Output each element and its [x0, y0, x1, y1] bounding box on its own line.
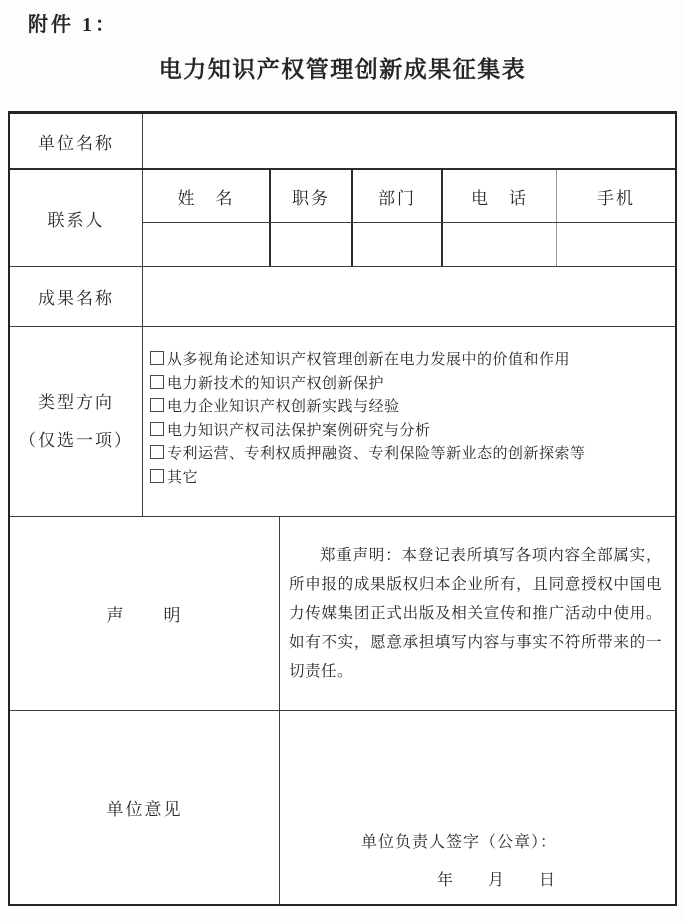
contact-input-department[interactable]	[353, 223, 443, 266]
option-item[interactable]	[150, 396, 669, 420]
unit-name-input-cell[interactable]	[143, 114, 675, 168]
checkbox-icon[interactable]	[150, 469, 164, 483]
form-table	[8, 111, 677, 906]
contact-row	[10, 168, 675, 266]
option-label: 专利运营、专利权质押融资、专利保险等新业态的创新探索等	[167, 446, 586, 462]
attachment-label: 附件 1：	[28, 14, 118, 36]
declaration-row	[10, 516, 675, 710]
type-direction-row	[10, 326, 675, 516]
unit-name-label: 单位名称	[10, 114, 143, 168]
checkbox-icon[interactable]	[150, 422, 164, 436]
signature-label: 单位负责人签字（公章）：	[361, 834, 558, 851]
achievement-name-label: 成果名称	[10, 267, 143, 326]
option-label: 电力新技术的知识产权创新保护	[167, 375, 385, 392]
unit-opinion-row	[10, 710, 675, 904]
contact-input-mobile[interactable]	[557, 223, 675, 266]
option-item[interactable]	[150, 373, 669, 397]
type-direction-label-line1: 类型方向	[38, 392, 114, 412]
contact-grid	[143, 170, 675, 266]
option-label: 其它	[167, 469, 199, 486]
checkbox-icon[interactable]	[150, 398, 164, 412]
option-label: 电力知识产权司法保护案例研究与分析	[167, 422, 431, 439]
unit-opinion-input-cell[interactable]	[280, 711, 675, 904]
type-direction-label	[10, 327, 143, 516]
achievement-name-input-cell[interactable]	[143, 267, 675, 326]
option-label: 电力企业知识产权创新实践与经验	[167, 399, 400, 415]
type-direction-options	[143, 327, 675, 516]
checkbox-icon[interactable]	[150, 445, 164, 459]
contact-header-row	[143, 170, 675, 222]
option-item[interactable]	[150, 420, 669, 444]
option-item[interactable]	[150, 467, 669, 491]
contact-header-mobile: 手机	[597, 188, 635, 208]
option-item[interactable]	[150, 443, 669, 467]
contact-header-position: 职务	[271, 170, 353, 222]
date-line: 年 月 日	[437, 872, 557, 889]
achievement-name-row	[10, 266, 675, 326]
page-title: 电力知识产权管理创新成果征集表	[158, 57, 527, 82]
contact-input-position[interactable]	[271, 223, 353, 266]
contact-input-name[interactable]	[143, 223, 271, 266]
unit-name-row	[10, 114, 675, 168]
contact-label: 联系人	[10, 170, 143, 266]
checkbox-icon[interactable]	[150, 375, 164, 389]
option-item[interactable]	[150, 349, 669, 373]
contact-header-department: 部门	[353, 170, 443, 222]
contact-values-row	[143, 222, 675, 266]
option-label: 从多视角论述知识产权管理创新在电力发展中的价值和作用	[167, 352, 571, 368]
type-direction-label-line2: （仅选一项）	[19, 430, 133, 450]
unit-opinion-label: 单位意见	[10, 711, 280, 904]
declaration-text-cell	[280, 517, 675, 710]
contact-header-name: 姓 名	[143, 170, 271, 222]
contact-header-phone: 电 话	[443, 170, 557, 222]
contact-input-phone[interactable]	[443, 223, 557, 266]
declaration-text: 郑重声明：本登记表所填写各项内容全部属实，所申报的成果版权归本企业所有，且同意授权中国电力传媒集团正式出版及相关宣传和推广活动中使用。如有不实，愿意承担填写内容与事实不符所带来的一切责任。	[289, 547, 662, 680]
declaration-label: 声 明	[10, 517, 280, 710]
checkbox-icon[interactable]	[150, 351, 164, 365]
